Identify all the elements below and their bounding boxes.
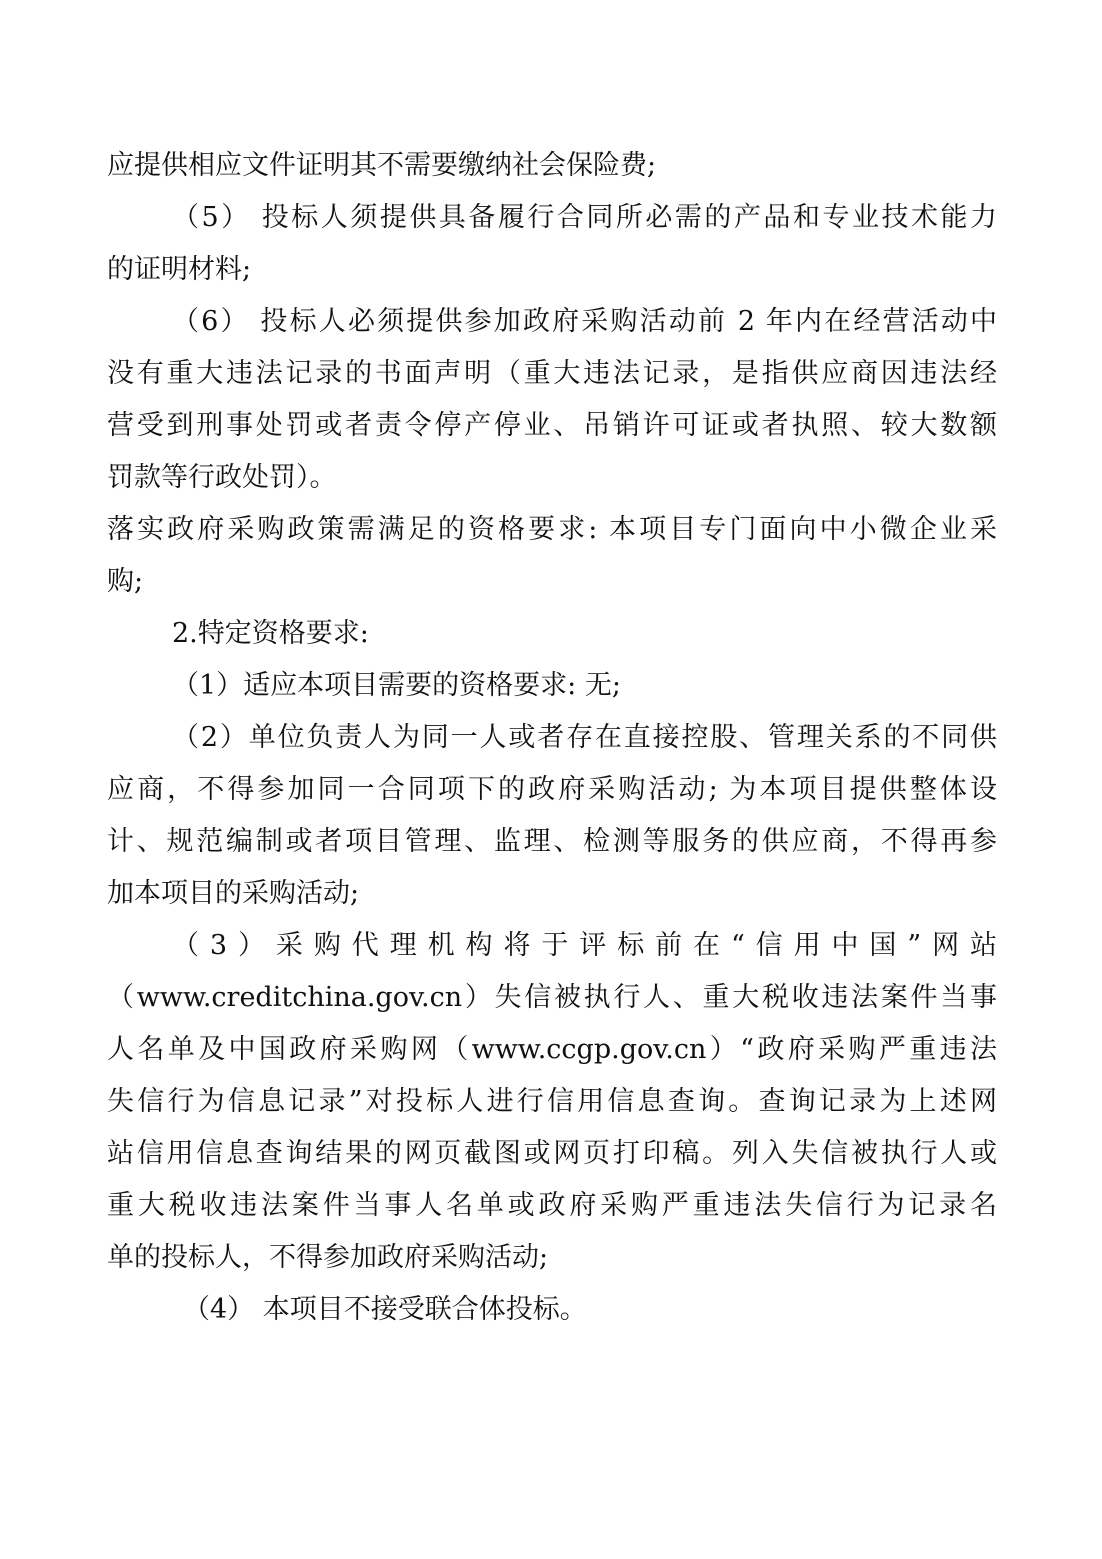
text-line: 失信行为信息记录”对投标人进行信用信息查询。查询记录为上述网 xyxy=(107,1086,997,1117)
text-line: （1）适应本项目需要的资格要求: 无; xyxy=(172,670,621,701)
text-line: （4） 本项目不接受联合体投标。 xyxy=(183,1294,587,1325)
text-line: 购; xyxy=(107,566,144,597)
text-line: 单的投标人，不得参加政府采购活动; xyxy=(107,1242,549,1273)
text-line: 重大税收违法案件当事人名单或政府采购严重违法失信行为记录名 xyxy=(107,1190,997,1221)
text-line: 计、规范编制或者项目管理、监理、检测等服务的供应商，不得再参 xyxy=(107,826,997,857)
text-line: 加本项目的采购活动; xyxy=(107,878,360,909)
text-line: 人名单及中国政府采购网（www.ccgp.gov.cn）“政府采购严重违法 xyxy=(107,1034,997,1065)
text-line: 应提供相应文件证明其不需要缴纳社会保险费; xyxy=(107,150,657,181)
text-line: （3）采购代理机构将于评标前在“信用中国”网站 xyxy=(172,930,997,961)
text-line: （5） 投标人须提供具备履行合同所必需的产品和专业技术能力 xyxy=(172,202,997,233)
text-line: 的证明材料; xyxy=(107,254,252,285)
text-line: 应商，不得参加同一合同项下的政府采购活动; 为本项目提供整体设 xyxy=(107,774,997,805)
text-line: （2）单位负责人为同一人或者存在直接控股、管理关系的不同供 xyxy=(172,722,997,753)
text-line: （6） 投标人必须提供参加政府采购活动前 2 年内在经营活动中 xyxy=(172,306,997,337)
section-heading: 2.特定资格要求: xyxy=(172,618,369,649)
text-line: 站信用信息查询结果的网页截图或网页打印稿。列入失信被执行人或 xyxy=(107,1138,997,1169)
text-line: 营受到刑事处罚或者责令停产停业、吊销许可证或者执照、较大数额 xyxy=(107,410,997,441)
text-line: 罚款等行政处罚）。 xyxy=(107,462,337,493)
text-line: 没有重大违法记录的书面声明（重大违法记录，是指供应商因违法经 xyxy=(107,358,997,389)
text-line: （www.creditchina.gov.cn）失信被执行人、重大税收违法案件当事 xyxy=(107,982,997,1013)
text-line: 落实政府采购政策需满足的资格要求: 本项目专门面向中小微企业采 xyxy=(107,514,997,545)
